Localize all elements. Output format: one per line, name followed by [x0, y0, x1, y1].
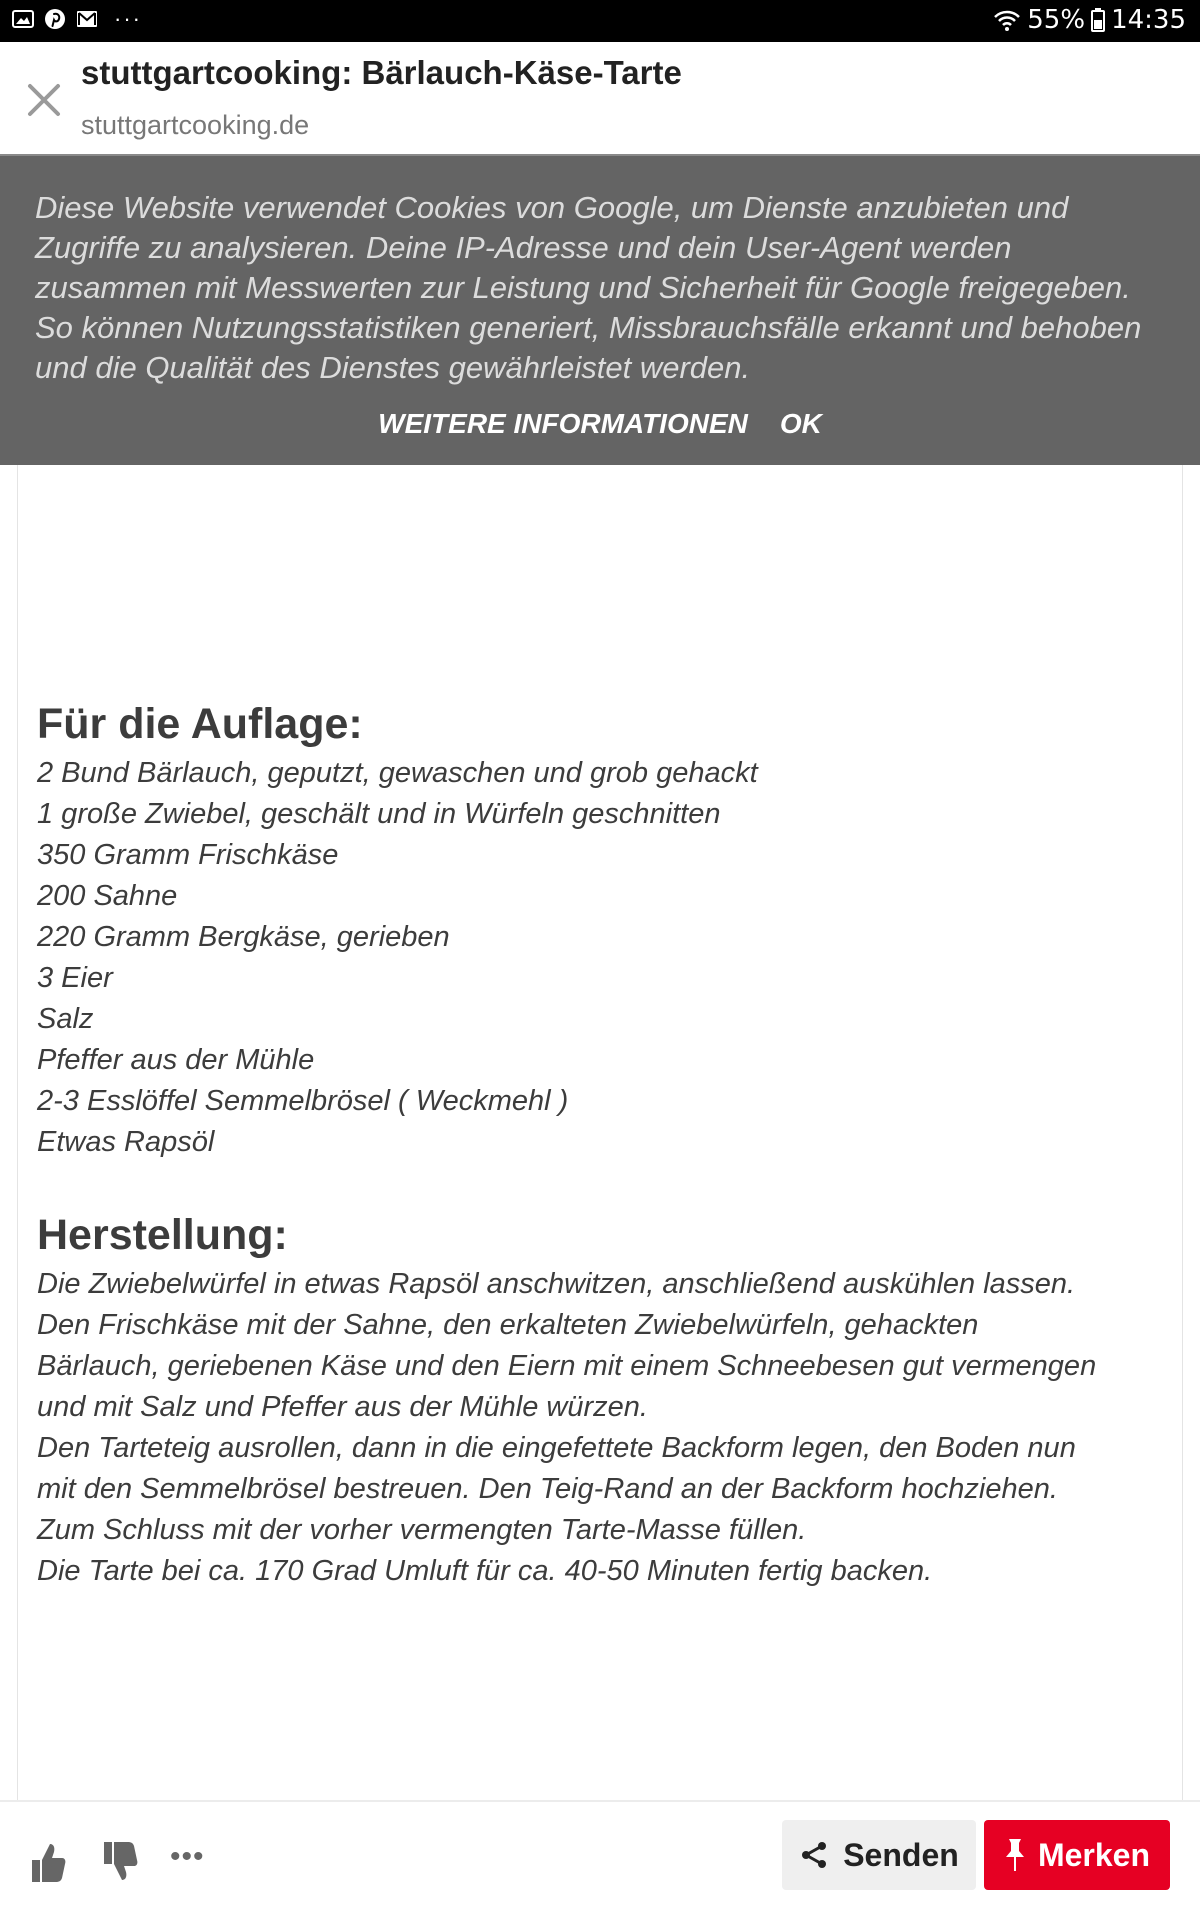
cookie-banner	[0, 154, 1200, 465]
close-icon[interactable]	[22, 78, 66, 122]
method-line: Die Tarte bei ca. 170 Grad Umluft für ca. 40-50 Minuten fertig backen.	[37, 1555, 933, 1587]
notification-icons	[12, 8, 142, 30]
ingredient-item: 350 Gramm Frischkäse	[37, 839, 339, 871]
ingredient-item: 2 Bund Bärlauch, geputzt, gewaschen und grob gehackt	[37, 757, 758, 789]
ingredient-item: 220 Gramm Bergkäse, gerieben	[37, 921, 450, 953]
page-domain[interactable]: stuttgartcooking.de	[81, 110, 310, 140]
ingredient-item: Etwas Rapsöl	[37, 1126, 215, 1158]
ingredient-list	[37, 753, 1177, 1163]
thumbs-up-icon[interactable]	[28, 1840, 68, 1884]
ingredient-item: Salz	[37, 1003, 94, 1035]
method-line: Den Frischkäse mit der Sahne, den erkalteten Zwiebelwürfeln, gehackten	[37, 1309, 979, 1341]
thumbs-down-icon[interactable]	[100, 1840, 140, 1884]
cookie-actions	[0, 408, 1200, 440]
cookie-line: So können Nutzungsstatistiken generiert, Missbrauchsfälle erkannt und behoben	[35, 310, 1142, 345]
cookie-text	[35, 188, 1175, 388]
cookie-line: Diese Website verwendet Cookies von Google, um Dienste anzubieten und	[35, 190, 1069, 225]
system-status	[993, 5, 1186, 35]
battery-percent: 55%	[1027, 5, 1086, 35]
method-line: Zum Schluss mit der vorher vermengten Tarte-Masse füllen.	[37, 1514, 807, 1546]
topping-heading: Für die Auflage:	[37, 700, 363, 748]
method-line: und mit Salz und Pfeffer aus der Mühle würzen.	[37, 1391, 648, 1423]
recipe-content	[37, 695, 1177, 1592]
more-info-link[interactable]: WEITERE INFORMATIONEN	[378, 408, 748, 439]
share-icon	[799, 1840, 829, 1870]
ingredient-item: 2-3 Esslöffel Semmelbrösel ( Weckmehl )	[37, 1085, 569, 1117]
cookie-line: zusammen mit Messwerten zur Leistung und Sicherheit für Google freigegeben.	[35, 270, 1131, 305]
cookie-line: und die Qualität des Dienstes gewährleistet werden.	[35, 350, 751, 385]
battery-icon	[1091, 8, 1105, 32]
status-bar	[0, 0, 1200, 42]
gallery-icon	[12, 8, 34, 30]
wifi-icon	[993, 8, 1021, 32]
more-notifications-icon: ···	[114, 6, 142, 31]
pin-icon	[1004, 1837, 1026, 1873]
ok-button[interactable]: OK	[779, 408, 822, 439]
mail-icon	[76, 8, 98, 30]
page-title: stuttgartcooking: Bärlauch-Käse-Tarte	[81, 54, 682, 91]
method-steps	[37, 1264, 1177, 1592]
ingredient-item: Pfeffer aus der Mühle	[37, 1044, 315, 1076]
ingredient-item: 3 Eier	[37, 962, 113, 994]
method-line: mit den Semmelbrösel bestreuen. Den Teig-Rand an der Backform hochziehen.	[37, 1473, 1058, 1505]
cookie-line: Zugriffe zu analysieren. Deine IP-Adresse und dein User-Agent werden	[35, 230, 1012, 265]
more-options-icon[interactable]: •••	[170, 1840, 205, 1873]
pin-header	[0, 42, 1200, 154]
ingredient-item: 1 große Zwiebel, geschält und in Würfeln geschnitten	[37, 798, 721, 830]
method-line: Den Tarteteig ausrollen, dann in die eingefettete Backform legen, den Boden nun	[37, 1432, 1076, 1464]
ingredient-item: 200 Sahne	[37, 880, 178, 912]
clock: 14:35	[1111, 5, 1186, 35]
send-button[interactable]	[782, 1820, 976, 1890]
save-button[interactable]	[984, 1820, 1170, 1890]
send-label: Senden	[843, 1836, 959, 1873]
bottom-action-bar	[0, 1800, 1200, 1920]
method-line: Bärlauch, geriebenen Käse und den Eiern mit einem Schneebesen gut vermengen	[37, 1350, 1097, 1382]
pinterest-icon	[44, 8, 66, 30]
save-label: Merken	[1037, 1836, 1151, 1873]
method-heading: Herstellung:	[37, 1211, 288, 1259]
method-line: Die Zwiebelwürfel in etwas Rapsöl anschwitzen, anschließend auskühlen lassen.	[37, 1268, 1076, 1300]
